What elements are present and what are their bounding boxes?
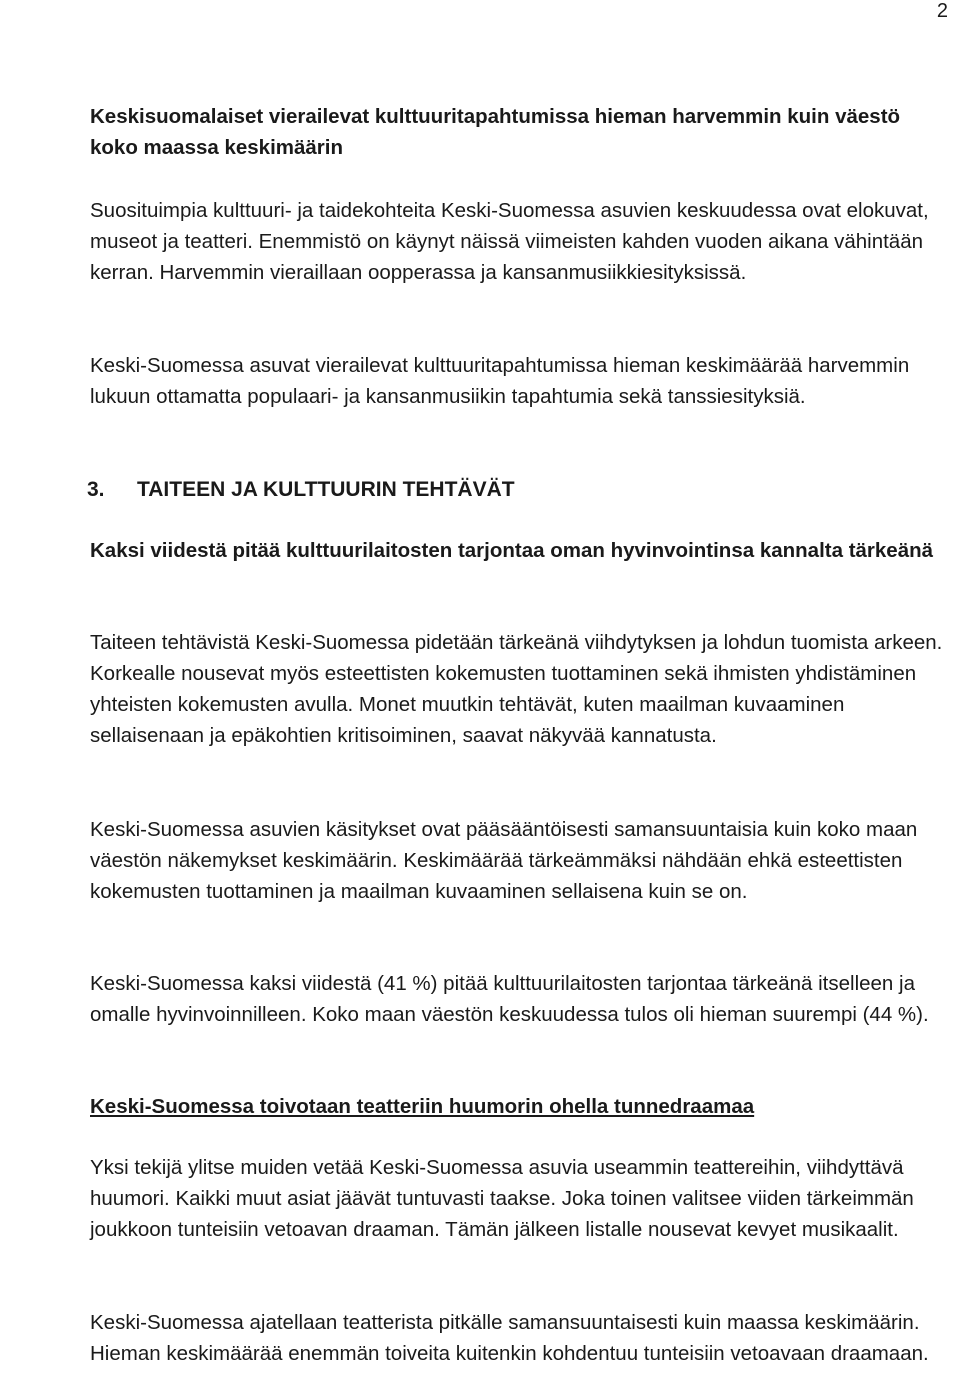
paragraph-popular-venues: Suosituimpia kulttuuri- ja taidekohteita Keski-Suomessa asuvien keskuudessa ovat elokuvat, museot ja teatteri. Enemmistö on käynyt näissä viimeisten kahden vuoden aikana vähintään kerran. Harvemmin vieraillaan oopperassa ja kansanmusiikkiesityksissä. [90, 199, 929, 284]
section-heading [87, 474, 950, 505]
heading-culture-visits: Keskisuomalaiset vierailevat kulttuuritapahtumissa hieman harvemmin kuin väestö koko maassa keskimäärin [90, 105, 901, 159]
paragraph-theatre-humor: Yksi tekijä ylitse muiden vetää Keski-Suomessa asuvia useammin teattereihin, viihdyttävä huumori. Kaikki muut asiat jäävät tuntuvasti taakse. Joka toinen valitsee viiden tärkeimmän joukkoon tunteisiin vetoavan draaman. Tämän jälkeen listalle nousevat kevyet musikaalit. [90, 1156, 914, 1241]
section-title: TAITEEN JA KULTTUURIN TEHTÄVÄT [137, 478, 515, 501]
heading-wellbeing: Kaksi viidestä pitää kulttuurilaitosten tarjontaa oman hyvinvointinsa kannalta tärkeänä [90, 539, 934, 562]
heading-theatre-wishes: Keski-Suomessa toivotaan teatteriin huumorin ohella tunnedraamaa [90, 1095, 755, 1118]
paragraph-visit-frequency: Keski-Suomessa asuvat vierailevat kulttuuritapahtumissa hieman keskimäärää harvemmin lukuun ottamatta populaari- ja kansanmusiikin tapahtumia sekä tanssiesityksiä. [90, 354, 910, 408]
page-number: 2 [936, 0, 948, 22]
paragraph-regional-views: Keski-Suomessa asuvien käsitykset ovat pääsääntöisesti samansuuntaisia kuin koko maan väestön näkemykset keskimäärin. Keskimäärää tärkeämmäksi nähdään ehkä esteettisten kokemusten tuottaminen ja maailman kuvaaminen sellaisena kuin se on. [90, 818, 918, 903]
paragraph-wellbeing-share: Keski-Suomessa kaksi viidestä (41 %) pitää kulttuurilaitosten tarjontaa tärkeänä itselleen ja omalle hyvinvoinnilleen. Koko maan väestön keskuudessa tulos oli hieman suurempi (44 %). [90, 972, 929, 1026]
paragraph-art-tasks: Taiteen tehtävistä Keski-Suomessa pidetään tärkeänä viihdytyksen ja lohdun tuomista arkeen. Korkealle nousevat myös esteettisten kokemusten tuottaminen sekä ihmisten yhdistäminen yhteisten kokemusten avulla. Monet muutkin tehtävät, kuten maailman kuvaaminen sellaisenaan ja epäkohtien kritisoiminen, saavat näkyvää kannatusta. [90, 631, 943, 747]
section-number: 3. [87, 478, 105, 501]
paragraph-theatre-drama: Keski-Suomessa ajatellaan teatterista pitkälle samansuuntaisesti kuin maassa keskimäärin. Hieman keskimäärää enemmän toiveita kuitenkin kohdentuu tunteisiin vetoavaan draamaan. [90, 1311, 929, 1365]
